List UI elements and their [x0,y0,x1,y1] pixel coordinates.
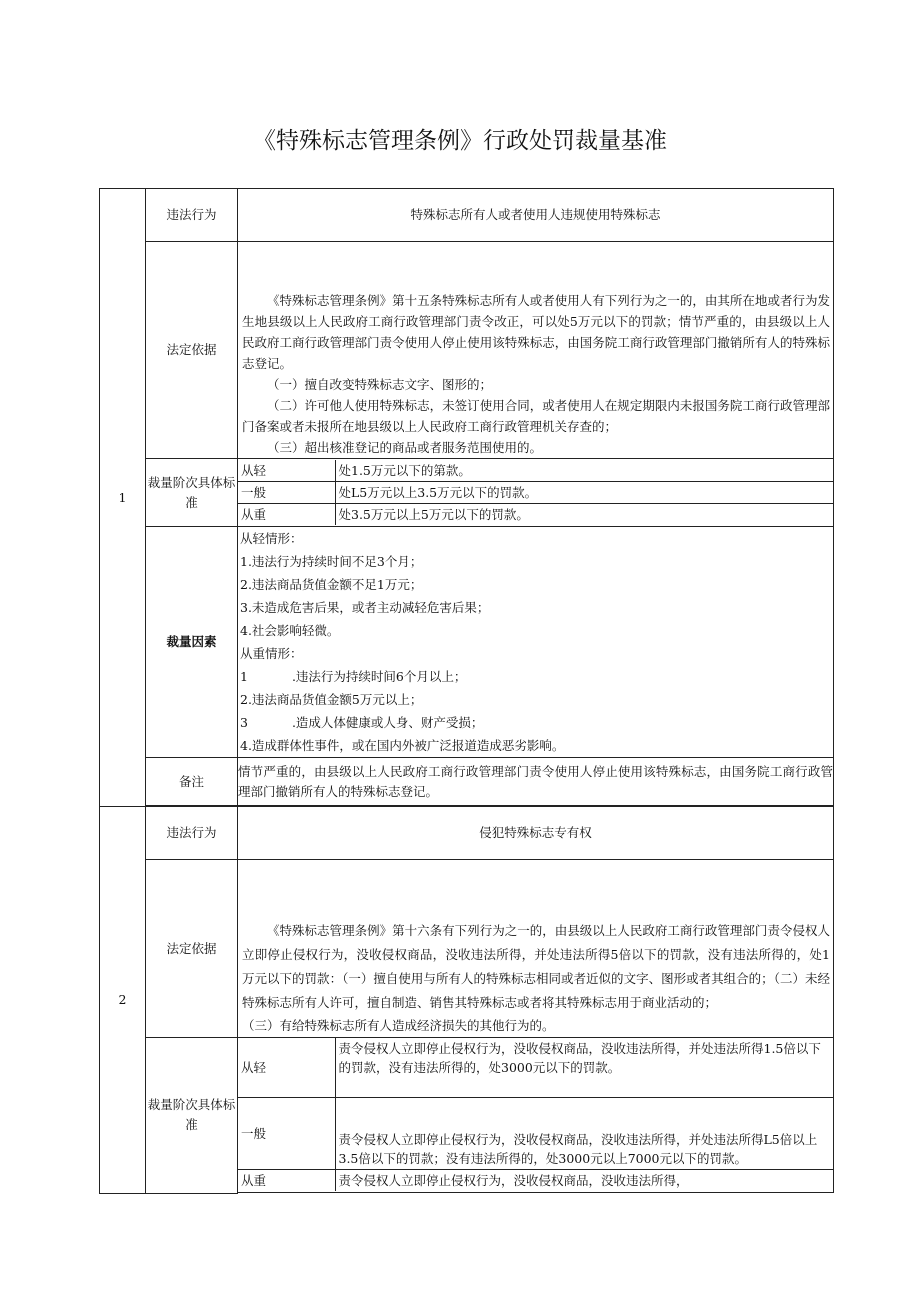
basis-item: （一）擅自改变特殊标志文字、图形的； [267,377,493,392]
basis-label: 法定依据 [146,860,238,1038]
violation-label: 违法行为 [146,807,238,860]
standard-row [238,504,833,526]
factor-number: 3 [240,715,248,730]
standard-content [238,459,834,527]
standard-row [238,1097,833,1169]
standard-text: 处L5万元以上3.5万元以下的罚款。 [335,482,833,504]
penalty-table [99,188,834,1194]
standard-row [238,1038,833,1097]
standard-level: 从轻 [238,460,335,482]
standard-row [238,482,833,504]
basis-item: （二）许可他人使用特殊标志，未签订使用合同，或者使用人在规定期限内未报国务院工商行政管理部门备案或者未报所在地县级以上人民政府工商行政管理机关存查的； [242,398,830,434]
violation-text: 侵犯特殊标志专有权 [238,807,834,860]
factor-item: 4.社会影响轻微。 [240,623,340,638]
standard-text: 处3.5万元以上5万元以下的罚款。 [335,504,833,526]
heavy-heading: 从重情形： [240,646,303,661]
factor-item [240,711,831,734]
factor-item: 2.违法商品货值金额不足1万元； [240,577,423,592]
page-title: 《特殊标志管理条例》行政处罚裁量基准 [253,128,667,154]
factor-text: .违法行为持续时间6个月以上； [291,669,467,684]
standard-text: 责令侵权人立即停止侵权行为，没收侵权商品，没收违法所得， [335,1169,833,1191]
light-heading: 从轻情形： [240,531,303,546]
factors-content [238,527,834,758]
table-row [100,527,834,758]
basis-paragraph: 《特殊标志管理条例》第十六条有下列行为之一的，由县级以上人民政府工商行政管理部门责令侵权人立即停止侵权行为，没收侵权商品，没收违法所得，并处违法所得5倍以下的罚款，没有违法所得的，处1万元以下的罚款：（一）擅自使用与所有人的特殊标志相同或者近似的文字、图形或者其组合的；（二）未经特殊标志所有人许可，擅自制造、销售其特殊标志或者将其特殊标志用于商业活动的； [242,923,830,1010]
standard-table [238,460,833,525]
standard-level: 从重 [238,1169,335,1191]
standard-row [238,1169,833,1191]
basis-item: （三）有给特殊标志所有人造成经济损失的其他行为的。 [242,1018,555,1033]
factor-item: 4.造成群体性事件，或在国内外被广泛报道造成恶劣影响。 [240,738,565,753]
table-row [100,189,834,242]
standard-content [238,1038,834,1193]
table-row [100,758,834,806]
violation-label: 违法行为 [146,189,238,242]
table-row [100,459,834,527]
basis-item: （三）超出核准登记的商品或者服务范围使用的。 [267,440,543,455]
standard-row [238,460,833,482]
standard-level: 从重 [238,504,335,526]
factor-item [240,665,831,688]
table-row [100,242,834,459]
standard-table [238,1038,833,1191]
section-number: 2 [100,807,146,1194]
basis-content [238,860,834,1038]
remarks-label: 备注 [146,758,238,806]
factor-item: 1.违法行为持续时间不足3个月； [240,554,423,569]
table-row [100,860,834,1038]
factor-text: .造成人体健康或人身、财产受损； [291,715,484,730]
standard-level: 从轻 [238,1038,335,1097]
factors-label: 裁量因素 [146,527,238,758]
standard-label: 裁量阶次具体标准 [146,459,238,527]
standard-level: 一般 [238,1097,335,1169]
standard-level: 一般 [238,482,335,504]
table-row [100,1038,834,1193]
basis-content [238,242,834,459]
remarks-text: 情节严重的，由县级以上人民政府工商行政管理部门责令使用人停止使用该特殊标志，由国务院工商行政管理部门撤销所有人的特殊标志登记。 [238,758,834,806]
standard-text: 责令侵权人立即停止侵权行为，没收侵权商品，没收违法所得，并处违法所得L5倍以上3.5倍以下的罚款；没有违法所得的，处3000元以上7000元以下的罚款。 [335,1097,833,1169]
standard-text: 处1.5万元以下的第款。 [335,460,833,482]
factor-number: 1 [240,669,248,684]
section-number: 1 [100,189,146,807]
factor-item: 3.未造成危害后果，或者主动减轻危害后果； [240,600,490,615]
basis-paragraph: 《特殊标志管理条例》第十五条特殊标志所有人或者使用人有下列行为之一的，由其所在地或者行为发生地县级以上人民政府工商行政管理部门责令改正，可以处5万元以下的罚款；情节严重的，由县级以上人民政府工商行政管理部门责令使用人停止使用该特殊标志，由国务院工商行政管理部门撤销所有人的特殊标志登记。 [242,293,830,371]
standard-label: 裁量阶次具体标准 [146,1038,238,1194]
standard-text: 责令侵权人立即停止侵权行为，没收侵权商品，没收违法所得，并处违法所得1.5倍以下的罚款，没有违法所得的，处3000元以下的罚款。 [335,1038,833,1097]
basis-label: 法定依据 [146,242,238,459]
table-row [100,807,834,860]
violation-text: 特殊标志所有人或者使用人违规使用特殊标志 [238,189,834,242]
factor-item: 2.违法商品货值金额5万元以上； [240,692,423,707]
